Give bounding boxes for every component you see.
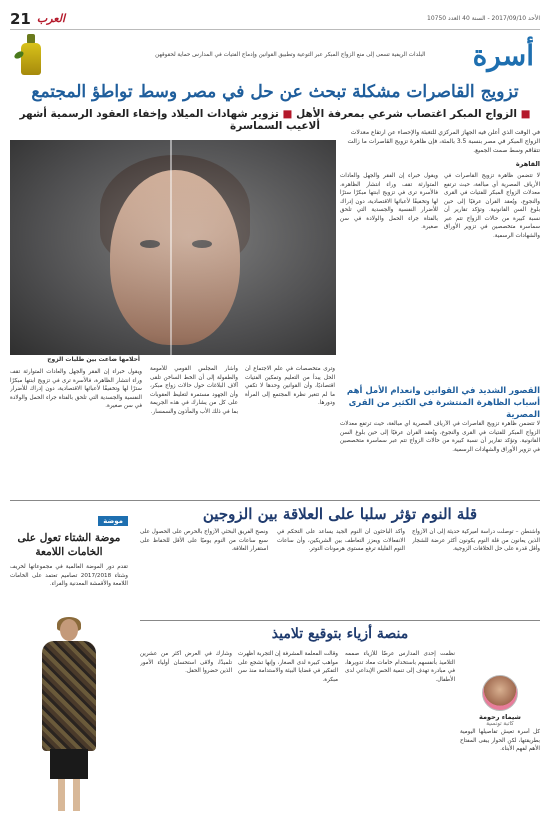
bullet-icon: ■ (278, 108, 293, 120)
divider (140, 620, 540, 621)
article-column: وأكد الباحثون أن النوم الجيد يساعد على التحكم في الانفعالات ويعزز التعاطف بين الشريكين، وأن ساعات النوم القليلة ترفع مستوى هرمونات التوتر. (277, 529, 405, 552)
author-box (460, 675, 540, 727)
section-header (10, 32, 540, 78)
author-text: كل أسرة تعيش تفاصيلها اليومية بطريقتها، لكن الحوار يبقى المفتاح الأهم لفهم الأبناء. (460, 729, 540, 752)
veiled-girl-photo (10, 140, 336, 355)
page-header (10, 8, 540, 30)
school-headline: منصة أزياء بتوقيع تلاميذ (271, 626, 409, 642)
main-intro: في الوقت الذي أعلن فيه الجهاز المركزي للتعبئة والإحصاء عن ارتفاع معدلات الزواج المبكر في مصر بنسبة 3.5 بالمئة، فإن ظاهرة تزويج القاصرات ما زالت تتفاقم وسط صمت الجميع. (347, 129, 540, 154)
article-column: وشارك في العرض أكثر من عشرين تلميذًا، ولاقى استحسان أولياء الأمور الذين حضروا الحفل. (140, 651, 232, 674)
article-column: لا تتضمن ظاهرة تزويج القاصرات في الأرياف المصرية أي مبالغة، حيث ترتفع معدلات الزواج المبكر للفتيات في القرى والنجوع، ويُعقد القران عرفيًا إلى حين بلوغ السن القانونية. وتؤكد تقارير أن نسبة كبيرة من حالات الزواج تتم عبر سماسرة متخصصين في تزوير الأوراق والشهادات الرسمية. (444, 173, 540, 239)
dateline: الأحد 2017/09/10 - السنة 40 العدد 10750 (427, 15, 540, 22)
article-column: ويقول خبراء إن الفقر والجهل والعادات المتوارثة تقف وراء انتشار الظاهرة، فالأسرة ترى في تزويج ابنتها مبكرًا سترًا لها وتخفيفًا لأعبائها الاقتصادية، دون إدراك للأضرار النفسية والجسدية التي تلحق بالفتاة جراء الحمل والولادة في سن صغيرة. (340, 173, 438, 230)
sleep-headline: قلة النوم تؤثر سلبا على العلاقة بين الزوجين (202, 505, 478, 523)
fashion-sidebar (10, 508, 128, 808)
subhead-b: تزوير شهادات الميلاد وإخفاء العقود الرسمية أشهر ألاعيب السماسرة (19, 108, 320, 132)
article-column: وترى متخصصات في علم الاجتماع أن الحل يبدأ من التعليم وتمكين الفتيات اقتصاديًا، وأن القوانين وحدها لا تكفي ما لم تتغير نظرة المجتمع إلى المرأة ودورها. (245, 366, 335, 406)
article-column: وأشار المجلس القومي للأمومة والطفولة إلى أن الخط الساخن تلقى آلاف البلاغات حول حالات زواج مبكر، وأن الجهود مستمرة لتغليظ العقوبات على كل من يشارك في هذه الجريمة بما في ذلك الأب والمأذون والسمسار. (150, 366, 238, 415)
byline: القاهرة (515, 160, 540, 168)
article-column: وقالت المعلمة المشرفة إن التجربة أظهرت مواهب كبيرة لدى الصغار، وإنها تشجع على التفكير في قضايا البيئة والاستدامة منذ سن مبكرة. (238, 651, 338, 683)
author-name: شيماء رحومة (479, 713, 521, 721)
page-number: 21 (10, 9, 31, 28)
fashion-model-photo (34, 619, 104, 814)
fashion-title: موضة الشتاء تعول على الخامات اللامعة (17, 532, 121, 558)
masthead-logo: العرب (36, 12, 66, 25)
author-avatar (482, 675, 518, 711)
author-role: كاتبة تونسية (486, 721, 514, 727)
section-title: أسرة (472, 38, 534, 72)
pull-quote: القصور الشديد في القوانين وانعدام الأمل أهم أسباب الظاهرة المنتشرة في الكثير من القرى المصرية (346, 386, 540, 420)
oil-bottle-ad-icon (14, 34, 48, 76)
page-brand (10, 10, 65, 28)
article-column: لا تتضمن ظاهرة تزويج القاصرات في الأرياف المصرية أي مبالغة، حيث ترتفع معدلات الزواج المبكر للفتيات في القرى والنجوع، ويُعقد القران عرفيًا إلى حين بلوغ السن القانونية. وتؤكد تقارير أن نسبة كبيرة من حالات الزواج تتم عبر سماسرة متخصصين في تزوير الأوراق والشهادات الرسمية. (340, 421, 540, 453)
ticker-text: البلدات الريفية تسعى إلى منع الزواج المبكر عبر التوعية وتطبيق القوانين وإدماج الفتيات في المدارس حماية لحقوقهن (155, 52, 426, 58)
fashion-tag: موضة (98, 516, 128, 526)
article-column: واشنطن – توصلت دراسة أميركية حديثة إلى أن الأزواج الذين يعانون من قلة النوم يكونون أكثر عرضة للشجار وأقل قدرة على حل الخلافات الزوجية. (412, 529, 540, 552)
article-column: نظمت إحدى المدارس عرضًا للأزياء صممه التلاميذ بأنفسهم باستخدام خامات معاد تدويرها، في مبادرة تهدف إلى تنمية الحس الإبداعي لدى الأطفال. (345, 651, 455, 683)
article-column: ونصح الفريق البحثي الأزواج بالحرص على الحصول على سبع ساعات من النوم يوميًا على الأقل للحفاظ على استقرار العلاقة. (140, 529, 268, 552)
fashion-text: تقدم دور الموضة العالمية في مجموعاتها لخريف وشتاء 2017/2018 تصاميم تعتمد على الخامات اللامعة والأقمشة المعدنية والفراء. (10, 564, 128, 587)
photo-caption: أحلامها ضاعت بين طلبات الزوج (47, 356, 140, 363)
divider (10, 500, 540, 501)
article-column: ويقول خبراء إن الفقر والجهل والعادات المتوارثة تقف وراء انتشار الظاهرة، فالأسرة ترى في تزويج ابنتها مبكرًا سترًا لها وتخفيفًا لأعبائها الاقتصادية، دون إدراك للأضرار النفسية والجسدية التي تلحق بالفتاة جراء الحمل والولادة في سن صغيرة. (10, 369, 142, 409)
bullet-icon: ■ (520, 108, 531, 120)
subhead-a: الزواج المبكر اغتصاب شرعي بمعرفة الأهل (296, 108, 517, 120)
main-headline: تزويج القاصرات مشكلة تبحث عن حل في مصر وسط تواطؤ المجتمع (31, 82, 519, 102)
